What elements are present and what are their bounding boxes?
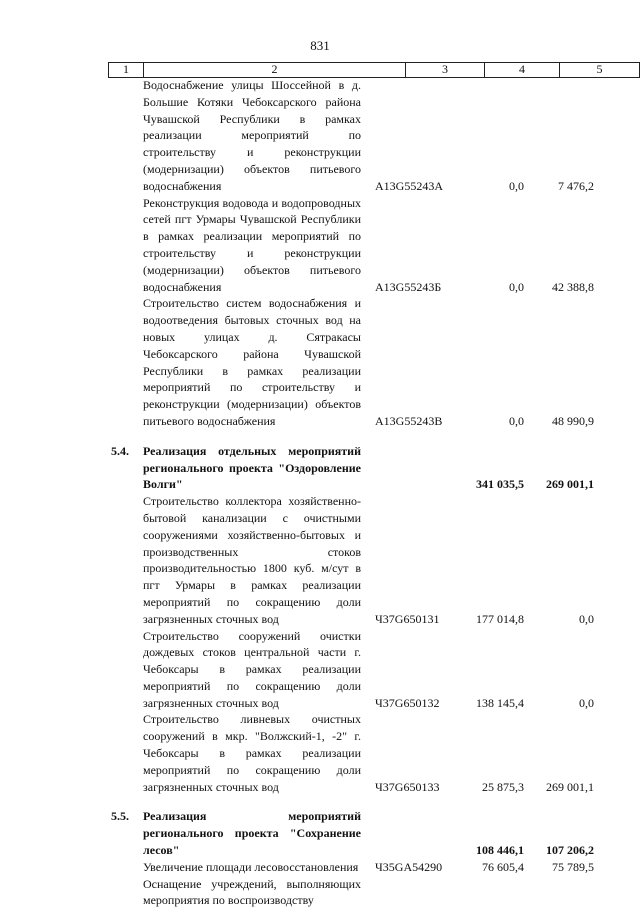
- row-value-col4: 177 014,8: [476, 611, 524, 626]
- table-row: [0, 859, 640, 876]
- column-header-1: 1: [109, 63, 144, 77]
- row-description: Строительство сооружений очистки дождевых стоков центральной части г. Чебоксары в рамках реализации мероприятий по сокращению доли загрязненных сточных вод: [143, 628, 361, 710]
- column-header-2: 2: [144, 63, 406, 77]
- row-value-col5: 0,0: [579, 611, 594, 626]
- table-row: [0, 77, 640, 195]
- row-value-col5: 48 990,9: [552, 413, 594, 428]
- row-code: Ч37G650133: [375, 779, 440, 794]
- row-value-col5: 7 476,2: [558, 178, 594, 193]
- table-row: [0, 295, 640, 429]
- section-title: Реализация мероприятий регионального проекта "Сохранение лесов": [143, 809, 361, 858]
- section-gap: [0, 795, 640, 808]
- row-value-col5: 75 789,5: [552, 859, 594, 874]
- section-gap: [0, 430, 640, 443]
- row-code: А13G55243Б: [375, 279, 442, 294]
- row-value-col4: 76 605,4: [482, 859, 524, 874]
- row-code: Ч37G650131: [375, 611, 440, 626]
- table-body: [0, 77, 640, 909]
- section-row: [0, 443, 640, 493]
- section-row: [0, 808, 640, 858]
- row-value-col4: 0,0: [509, 279, 524, 294]
- row-value-col4: 25 875,3: [482, 779, 524, 794]
- row-value-col5: 0,0: [579, 695, 594, 710]
- row-value-col5: 269 001,1: [546, 779, 594, 794]
- table-row: [0, 493, 640, 627]
- column-header-5: 5: [596, 62, 603, 76]
- table-row: [0, 628, 640, 712]
- row-description: Строительство ливневых очистных сооружений в мкр. "Волжский-1, -2" г. Чебоксары в рамках реализации мероприятий по сокращению доли загрязненных сточных вод: [143, 712, 361, 794]
- section-number: 5.5.: [111, 809, 129, 824]
- table-row: [0, 195, 640, 296]
- section-number: 5.4.: [111, 443, 129, 458]
- row-code: А13G55243А: [375, 178, 443, 193]
- section-total-col4: 108 446,1: [476, 843, 524, 858]
- row-value-col4: 0,0: [509, 413, 524, 428]
- row-code: А13G55243В: [375, 413, 443, 428]
- table-header: [108, 62, 640, 78]
- row-value-col5: 42 388,8: [552, 279, 594, 294]
- row-code: Ч37G650132: [375, 695, 440, 710]
- row-value-col4: 0,0: [509, 178, 524, 193]
- section-title: Реализация отдельных мероприятий регионального проекта "Оздоровление Волги": [143, 443, 361, 492]
- row-description: Строительство систем водоснабжения и водоотведения бытовых сточных вод на новых улицах д. Сятракасы Чебоксарского района Чувашской Республики в рамках реализации мероприятий по строительству и реконструкции (модернизации) объектов питьевого водоснабжения: [143, 296, 361, 428]
- row-description: Оснащение учреждений, выполняющих мероприятия по воспроизводству: [143, 876, 361, 908]
- row-description: Водоснабжение улицы Шоссейной в д. Большие Котяки Чебоксарского района Чувашской Республики в рамках реализации мероприятий по строительству и реконструкции (модернизации) объектов питьевого водоснабжения: [143, 78, 361, 193]
- section-total-col5: 269 001,1: [546, 477, 594, 492]
- column-header-3: 3: [406, 63, 485, 77]
- row-description: Реконструкция водовода и водопроводных сетей пгт Урмары Чувашской Республики в рамках реализации мероприятий по строительству и реконструкции (модернизации) объектов питьевого водоснабжения: [143, 195, 361, 294]
- section-total-col5: 107 206,2: [546, 843, 594, 858]
- section-total-col4: 341 035,5: [476, 477, 524, 492]
- column-header-4: 4: [485, 63, 560, 77]
- row-value-col4: 138 145,4: [476, 695, 524, 710]
- table-row: [0, 711, 640, 795]
- row-description: Увеличение площади лесовосстановления: [143, 859, 359, 874]
- row-code: Ч35GА54290: [375, 859, 443, 874]
- page-number: 831: [310, 38, 330, 53]
- table-row: [0, 876, 640, 909]
- row-description: Строительство коллектора хозяйственно-бытовой канализации с очистными сооружениями хозяйственно-бытовых и производственных стоков производительностью 1800 куб. м/сут в пгт Урмары в рамках реализации мероприятий по сокращению доли загрязненных сточных вод: [143, 494, 361, 626]
